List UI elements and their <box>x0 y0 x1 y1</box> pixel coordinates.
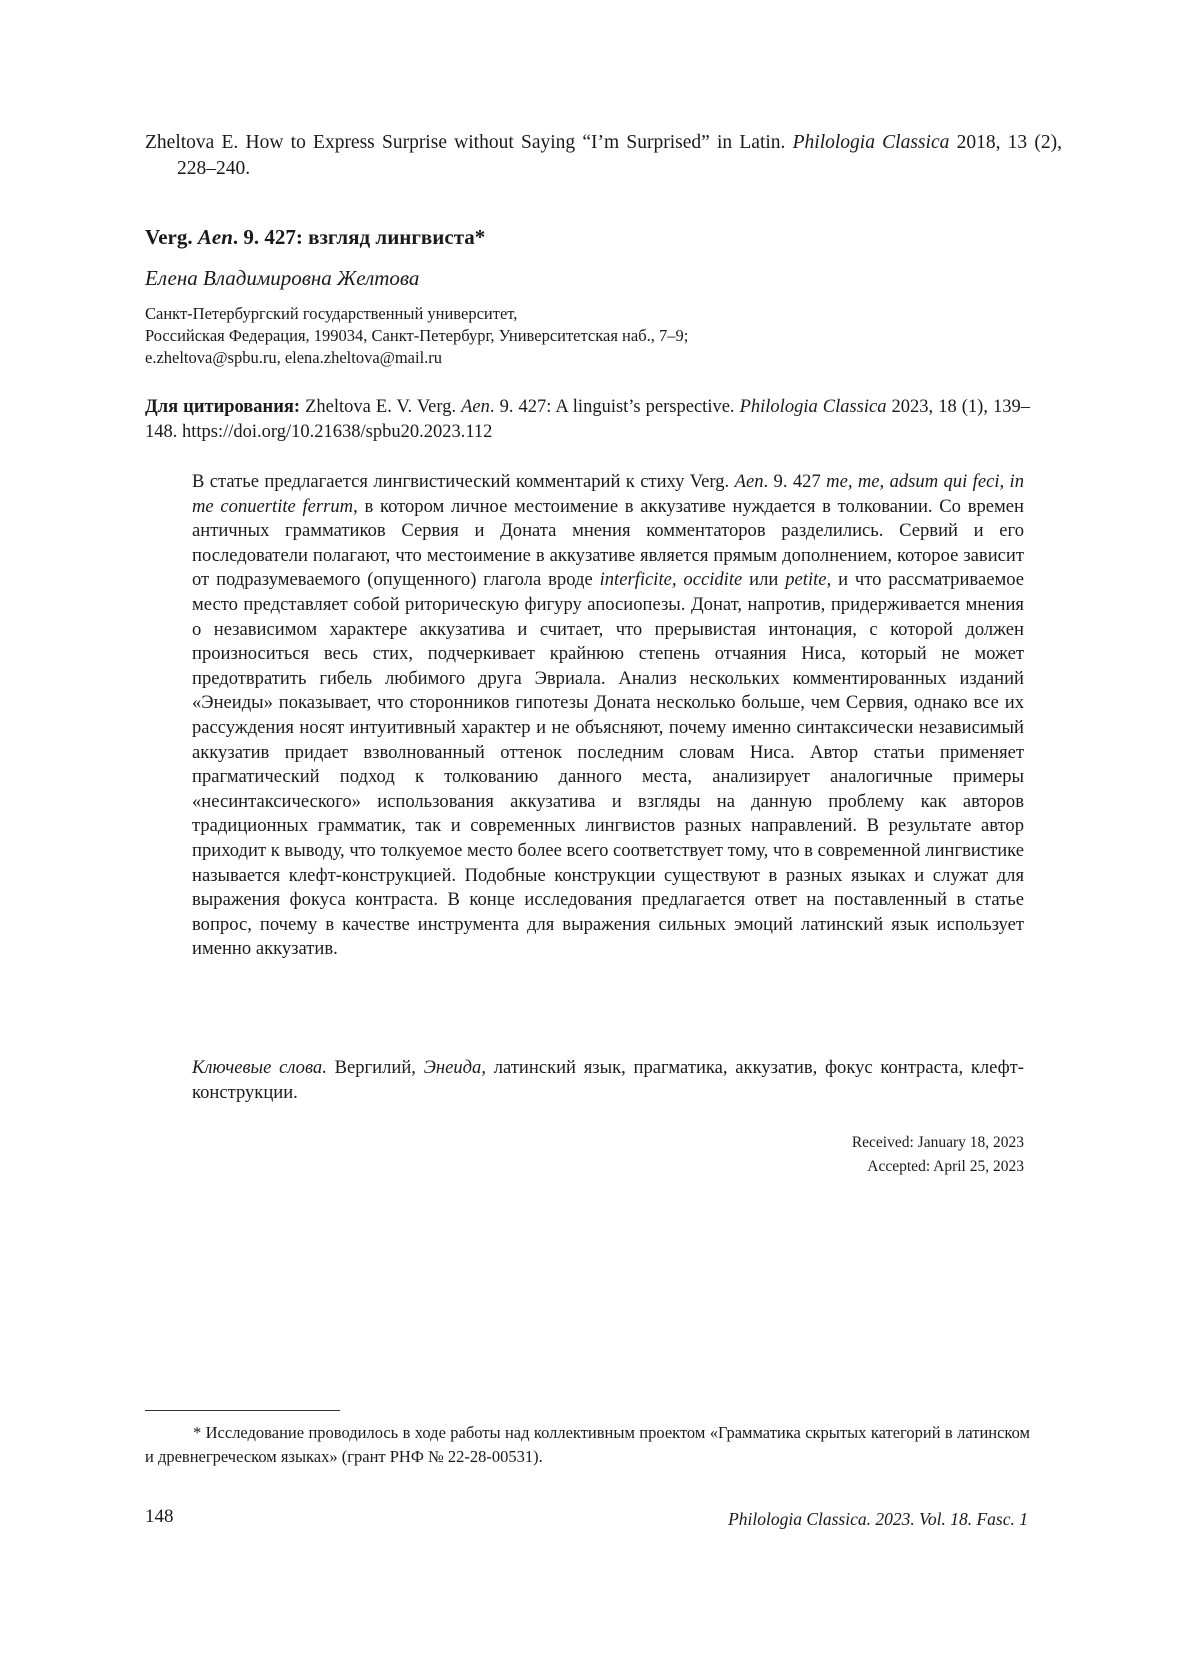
affiliation-line-2: Российская Федерация, 199034, Санкт-Петербург, Университетская наб., 7–9; <box>145 326 689 345</box>
affiliation-emails: e.zheltova@spbu.ru, elena.zheltova@mail.ru <box>145 348 443 367</box>
title-suffix: . 9. 427: взгляд лингвиста* <box>232 225 486 249</box>
prev-ref-text: Zheltova E. How to Express Surprise without Saying “I’m Surprised” in Latin. <box>145 132 793 153</box>
prev-ref-details: 2018, 13 (2), 228–240. <box>177 132 1062 179</box>
citation-text-2: . 9. 427: A linguist’s perspective. <box>489 397 740 417</box>
abstract-s1b: . 9. 427 <box>763 471 827 492</box>
citation-text-1: Zheltova E. V. Verg. <box>300 397 462 417</box>
keywords <box>192 1056 1024 1105</box>
affiliation-line-1: Санкт-Петербургский государственный университет, <box>145 304 518 323</box>
received-date: Received: January 18, 2023 <box>851 1134 1024 1151</box>
keywords-text-2: , латинский язык, прагматика, аккузатив, фокус контраста, клефт-конструкции. <box>192 1057 1025 1103</box>
accepted-date: Accepted: April 25, 2023 <box>867 1158 1024 1175</box>
author-affiliation <box>145 303 1030 369</box>
article-dates <box>700 1131 1024 1179</box>
citation-label: Для цитирования: <box>145 397 301 417</box>
abstract-s3: , и что рассматриваемое место представляет собой риторическую фигуру апосиопезы. Донат, напротив, придерживается мнения о независимом характере аккузатива и считает, что прерывистая интонация, с которой должен произноситься весь стих, подчеркивает крайнюю степень отчаяния Ниса, который не может предотвратить гибель любимого друга Эвриала. Анализ нескольких комментированных изданий «Энеиды» показывает, что сторонников гипотезы Доната несколько больше, чем Сервия, однако все их рассуждения носят интуитивный характер и не объясняют, почему именно синтаксически независимый аккузатив придает взволнованный оттенок последним словам Ниса. Автор статьи применяет прагматический подход к толкованию данного места, анализирует аналогичные примеры «несинтаксического» использования аккузатива и взгляды на данную проблему как авторов традиционных грамматик, так и современных лингвистов разных направлений. В результате автор приходит к выводу, что толкуемое место более всего соответствует тому, что в современной лингвистике называется клефт-конструкцией. Подобные конструкции существуют в разных языках и служат для выражения фокуса контраста. В конце исследования предлагается ответ на поставленный в статье вопрос, почему в качестве инструмента для выражения сильных эмоций латинский язык использует именно аккузатив. <box>192 569 1025 960</box>
citation-aen: Aen <box>461 397 490 417</box>
citation-text-3: 2023, 18 (1), 139–148. https://doi.org/10.21638/spbu20.2023.112 <box>145 397 1030 442</box>
keywords-aeneid: Энеида <box>423 1057 482 1078</box>
article-title <box>145 223 1030 251</box>
abstract-latin-quote: me, me, adsum qui feci, in me conuertite ferrum <box>192 471 1024 517</box>
title-aen: Aen <box>197 225 233 249</box>
running-footer: Philologia Classica. 2023. Vol. 18. Fasc. 1 <box>728 1509 1028 1529</box>
abstract-verb-2: petite <box>785 569 827 591</box>
article-author: Елена Владимировна Желтова <box>145 266 420 290</box>
abstract-or: или <box>742 569 786 591</box>
abstract-verb-1: interficite, occidite <box>599 569 743 591</box>
abstract <box>192 470 1024 962</box>
page-number: 148 <box>145 1506 174 1527</box>
abstract-aen: Aen <box>734 471 764 492</box>
keywords-label: Ключевые слова. <box>192 1057 327 1078</box>
footnote-rule <box>145 1410 340 1411</box>
prev-ref-journal: Philologia Classica <box>792 132 950 153</box>
keywords-text-1: Вергилий, <box>326 1057 424 1078</box>
previous-reference <box>145 130 1062 182</box>
citation-journal: Philologia Classica <box>739 397 887 417</box>
footnote: * Исследование проводилось в ходе работы над коллективным проектом «Грамматика скрытых категорий в латинском и древнегреческом языках» (грант РНФ № 22-28-00531). <box>145 1423 1030 1466</box>
abstract-s1: В статье предлагается лингвистический комментарий к стиху Verg. <box>192 471 735 492</box>
abstract-s2: , в котором личное местоимение в аккузативе нуждается в толковании. Со времен античных грамматиков Сервия и Доната мнения комментаторов разделились. Сервий и его последователи полагают, что местоимение в аккузативе является прямым дополнением, которое зависит от подразумеваемого (опущенного) глагола вроде <box>192 495 1024 591</box>
title-prefix: Verg. <box>145 225 198 249</box>
citation-block <box>145 395 1030 445</box>
